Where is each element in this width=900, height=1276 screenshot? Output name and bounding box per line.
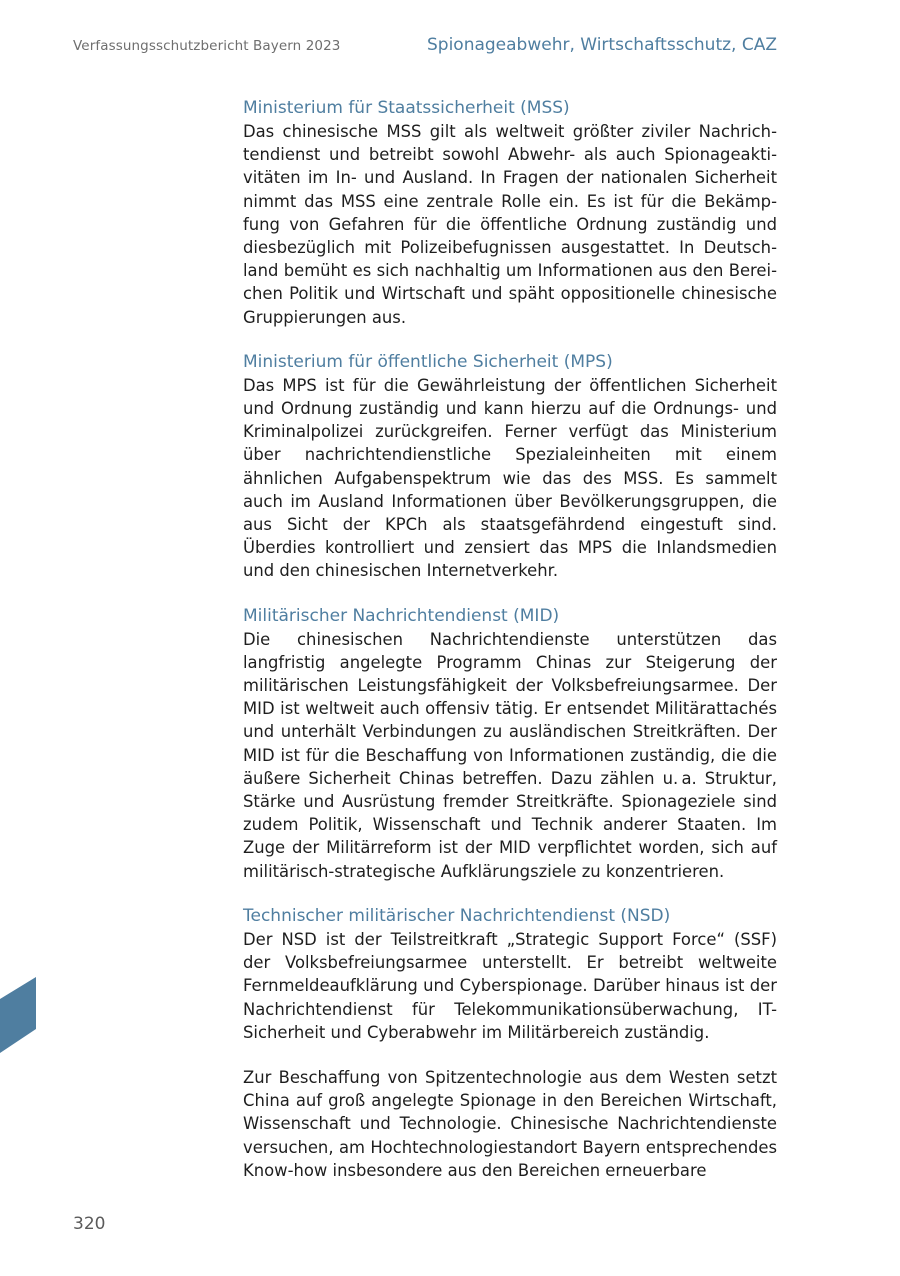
section-heading: Ministerium für Staatssicherheit (MSS) — [243, 98, 570, 118]
section-body: Das MPS ist für die Gewährleistung der öffentlichen Sicherheit und Ordnung zuständig und kann hierzu auf die Ordnungs- und Kriminalpolizei zurückgreifen. Ferner verfügt das Ministerium über nachrichtendienstliche Spezialeinheiten mit einem ähnlichen Aufgabenspektrum wie das des MSS. Es sammelt auch im Ausland Informationen über Bevölkerungsgruppen, die aus Sicht der KPCh als staatsgefährdend eingestuft sind. Überdies kontrolliert und zensiert das MPS die Inlandsmedien und den chinesischen Internetverkehr. — [243, 375, 777, 581]
section-body: Die chinesischen Nachrichtendienste unterstützen das langfristig angelegte Programm Chinas zur Steigerung der militärischen Leistungsfähigkeit der Volksbefreiungsarmee. Der MID ist weltweit auch offensiv tätig. Er entsendet Militärattachés und unterhält Verbindungen zu ausländischen Streitkräften. Der MID ist für die Beschaffung von Informationen zuständig, die die äußere Sicherheit Chinas betreffen. Dazu zählen u. a. Struktur, Stärke und Ausrüstung fremder Streitkräfte. Spionageziele sind zudem Politik, Wissenschaft und Technik anderer Staaten. Im Zuge der Militärreform ist der MID verpflichtet worden, sich auf militärisch-strategische Aufklärungsziele zu konzentrieren. — [243, 629, 777, 881]
section-mss — [243, 97, 777, 329]
section-body: Der NSD ist der Teilstreitkraft „Strategic Support Force“ (SSF) der Volksbefreiungsarmee unterstellt. Er betreibt weltweite Fernmeldeaufklärung und Cyberspionage. Darüber hinaus ist der Nachrichtendienst für Telekommunikationsüberwachung, IT-Sicherheit und Cyberabwehr im Militärbereich zuständig. — [243, 929, 777, 1042]
section-mps — [243, 351, 777, 583]
page-content — [243, 97, 777, 1182]
chapter-tab-shape — [0, 977, 36, 1053]
closing-paragraph — [243, 1066, 777, 1182]
page-number: 320 — [73, 1214, 106, 1234]
section-heading: Militärischer Nachrichtendienst (MID) — [243, 605, 560, 626]
section-body: Das chinesische MSS gilt als weltweit größter ziviler Nachrichtendienst und betreibt sowohl Abwehr- als auch Spionageaktivitäten im In- und Ausland. In Fragen der nationalen Sicherheit nimmt das MSS eine zentrale Rolle ein. Es ist für die Bekämpfung von Gefahren für die öffentliche Ordnung zuständig und diesbezüglich mit Polizeibefugnissen ausgestattet. In Deutschland bemüht es sich nachhaltig um Informationen aus den Bereichen Politik und Wirtschaft und späht oppositionelle chinesische Gruppierungen aus. — [243, 122, 777, 327]
running-header-left: Verfassungsschutzbericht Bayern 2023 — [73, 38, 341, 54]
closing-body: Zur Beschaffung von Spitzentechnologie aus dem Westen setzt China auf groß angelegte Spionage in den Bereichen Wirtschaft, Wissenschaft und Technologie. Chinesische Nachrichtendienste versuchen, am Hochtechnologiestandort Bayern entsprechendes Know-how insbesondere aus den Bereichen erneuerbare — [243, 1067, 777, 1180]
chapter-tab-marker — [0, 977, 36, 1053]
section-heading: Ministerium für öffentliche Sicherheit (MPS) — [243, 351, 613, 372]
section-nsd — [243, 905, 777, 1044]
section-heading: Technischer militärischer Nachrichtendienst (NSD) — [243, 905, 671, 926]
running-header-section-title: Spionageabwehr, Wirtschaftsschutz, CAZ — [426, 35, 777, 55]
section-mid — [243, 605, 777, 883]
